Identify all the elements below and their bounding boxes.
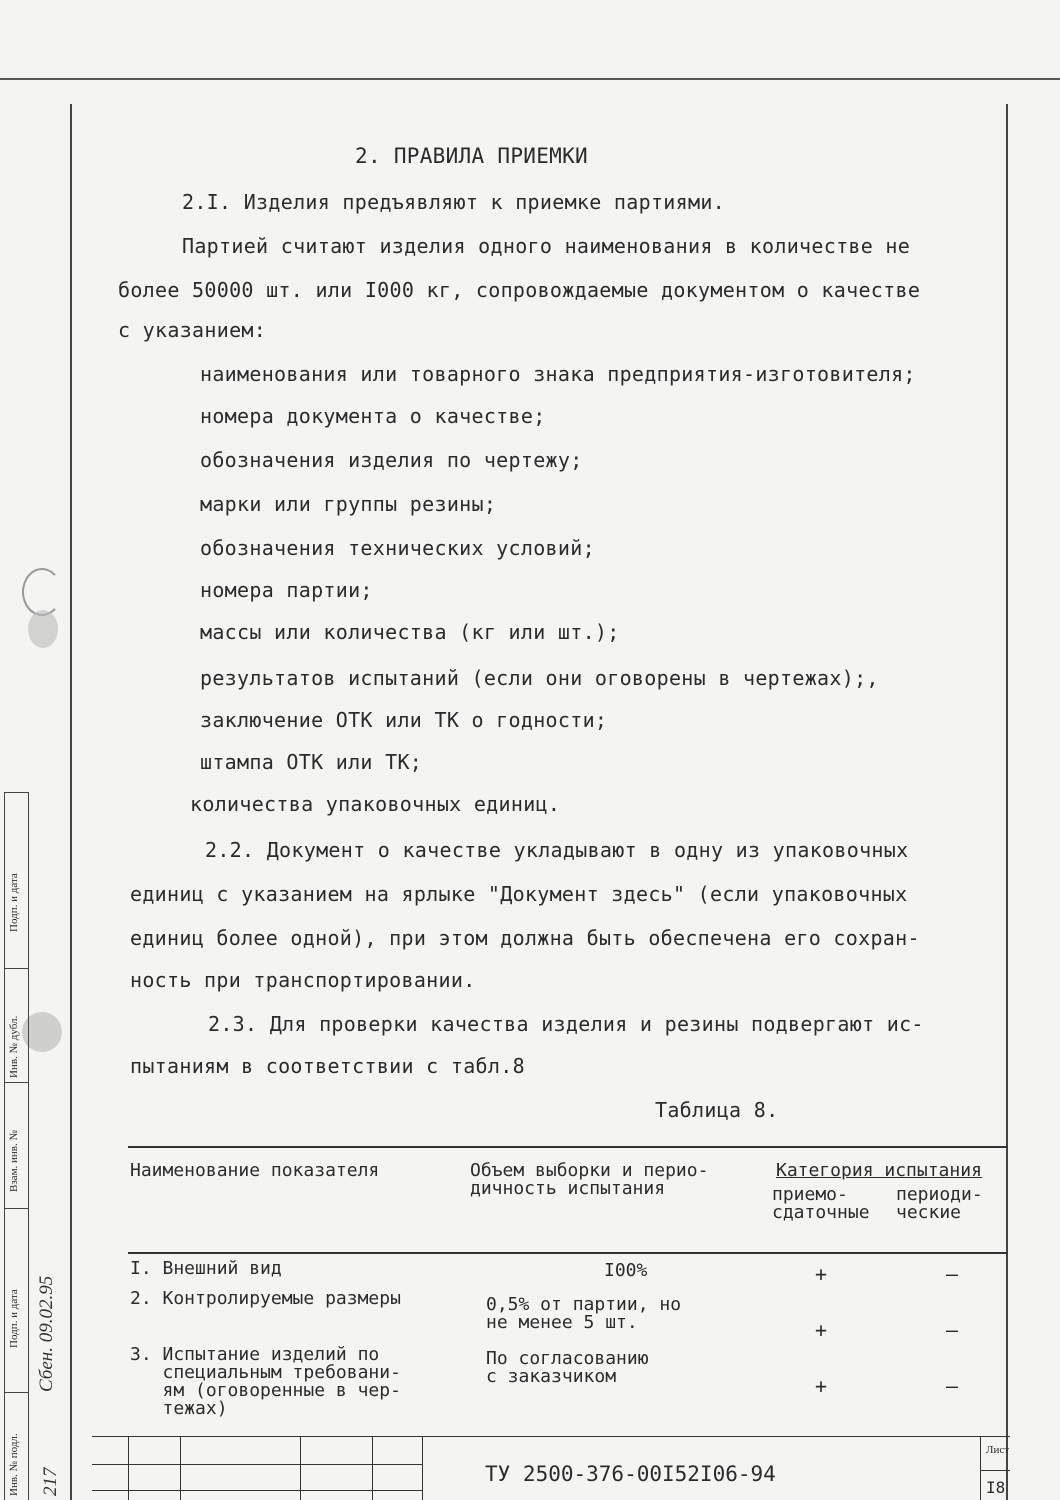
list-item: количества упаковочных единиц. (190, 792, 561, 816)
table-cell-acceptance: + (815, 1374, 828, 1398)
title-block-divider (422, 1436, 423, 1500)
section-heading: 2. ПРАВИЛА ПРИЕМКИ (355, 144, 588, 168)
punch-hole-mark (28, 610, 58, 648)
table-header-acceptance: приемо- сдаточные (772, 1184, 870, 1223)
strip-divider (4, 1082, 28, 1083)
title-block-divider (372, 1436, 373, 1500)
strip-divider (4, 968, 28, 969)
label-sign-date: Подп. и дата (8, 873, 20, 932)
paragraph-line: единиц более одной), при этом должна быть обеспечена его сохран- (130, 926, 920, 950)
label-sign-date-2: Подп. и дата (8, 1289, 20, 1348)
table-cell-acceptance: + (815, 1262, 828, 1286)
paragraph-line: более 50000 шт. или I000 кг, сопровождаемые документом о качестве (118, 278, 921, 302)
paragraph-line: 2.2. Документ о качестве укладывают в одну из упаковочных (205, 838, 909, 862)
paragraph-line: ность при транспортировании. (130, 968, 476, 992)
list-item: массы или количества (кг или шт.); (200, 620, 620, 644)
paragraph-line: Партией считают изделия одного наименования в количестве не (182, 234, 911, 258)
frame-left-border (70, 104, 72, 1500)
list-item: обозначения изделия по чертежу; (200, 448, 583, 472)
table-cell-name: 2. Контролируемые размеры (130, 1288, 401, 1309)
list-item: заключение ОТК или ТК о годности; (200, 708, 608, 732)
list-item: результатов испытаний (если они оговорены в чертежах);, (200, 666, 879, 690)
paragraph-line: пытаниям в соответствии с табл.8 (130, 1054, 525, 1078)
paragraph-line: 2.I. Изделия предъявляют к приемке партиями. (182, 190, 726, 214)
table-cell-periodic: – (946, 1318, 959, 1342)
strip-divider (4, 792, 28, 793)
table-header-name: Наименование показателя (130, 1160, 380, 1181)
table-header-rule (128, 1252, 1008, 1254)
table-cell-name: 3. Испытание изделий по специальным требовани- ям (оговоренные в чер- тежах) (130, 1344, 401, 1419)
list-item: наименования или товарного знака предприятия-изготовителя; (200, 362, 916, 386)
table-header-volume: Объем выборки и перио- дичность испытания (470, 1160, 709, 1199)
table-cell-name: I. Внешний вид (130, 1258, 282, 1279)
margin-stamp-strip (0, 792, 70, 1500)
table-header-category: Категория испытания (776, 1160, 982, 1181)
label-inv-dubl: Инв. № дубл. (8, 1015, 20, 1078)
title-block-divider (980, 1436, 981, 1500)
top-border-line (0, 78, 1060, 80)
table-caption: Таблица 8. (655, 1098, 779, 1122)
title-block-divider (128, 1436, 129, 1500)
table-cell-acceptance: + (815, 1318, 828, 1342)
list-item: обозначения технических условий; (200, 536, 595, 560)
strip-border (4, 792, 5, 1500)
title-block-rule (980, 1470, 1010, 1471)
strip-border (28, 792, 29, 1500)
table-cell-volume: По согласованию с заказчиком (486, 1348, 649, 1387)
sheet-number: I8 (986, 1478, 1006, 1497)
strip-divider (4, 1392, 28, 1393)
label-inv-podl: Инв. № подл. (8, 1433, 20, 1496)
paragraph-line: единиц с указанием на ярлыке "Документ здесь" (если упаковочных (130, 882, 908, 906)
paragraph-line: 2.3. Для проверки качества изделия и резины подвергают ис- (208, 1012, 924, 1036)
table-header-periodic: периоди- ческие (896, 1184, 983, 1223)
inv-podl-value: 217 (40, 1467, 61, 1496)
title-block-divider (300, 1436, 301, 1500)
list-item: номера партии; (200, 578, 373, 602)
list-item: марки или группы резины; (200, 492, 497, 516)
list-item: штампа ОТК или ТК; (200, 750, 423, 774)
document-code: ТУ 2500-376-00I52I06-94 (485, 1462, 776, 1486)
table-top-rule (128, 1146, 1008, 1148)
title-block-divider (180, 1436, 181, 1500)
table-cell-volume: I00% (604, 1260, 648, 1281)
sheet-label: Лист (986, 1444, 1010, 1456)
title-block-rule (92, 1436, 1010, 1437)
label-vzam-inv: Взам. инв. № (8, 1130, 20, 1192)
paragraph-line: с указанием: (118, 318, 267, 342)
frame-right-border (1006, 104, 1008, 1500)
punch-hole-mark (22, 568, 62, 616)
table-cell-periodic: – (946, 1262, 959, 1286)
strip-divider (4, 1208, 28, 1209)
list-item: номера документа о качестве; (200, 404, 546, 428)
table-cell-volume: 0,5% от партии, но не менее 5 шт. (486, 1294, 682, 1333)
table-cell-periodic: – (946, 1374, 959, 1398)
signature-date: Сбен. 09.02.95 (36, 1275, 57, 1392)
